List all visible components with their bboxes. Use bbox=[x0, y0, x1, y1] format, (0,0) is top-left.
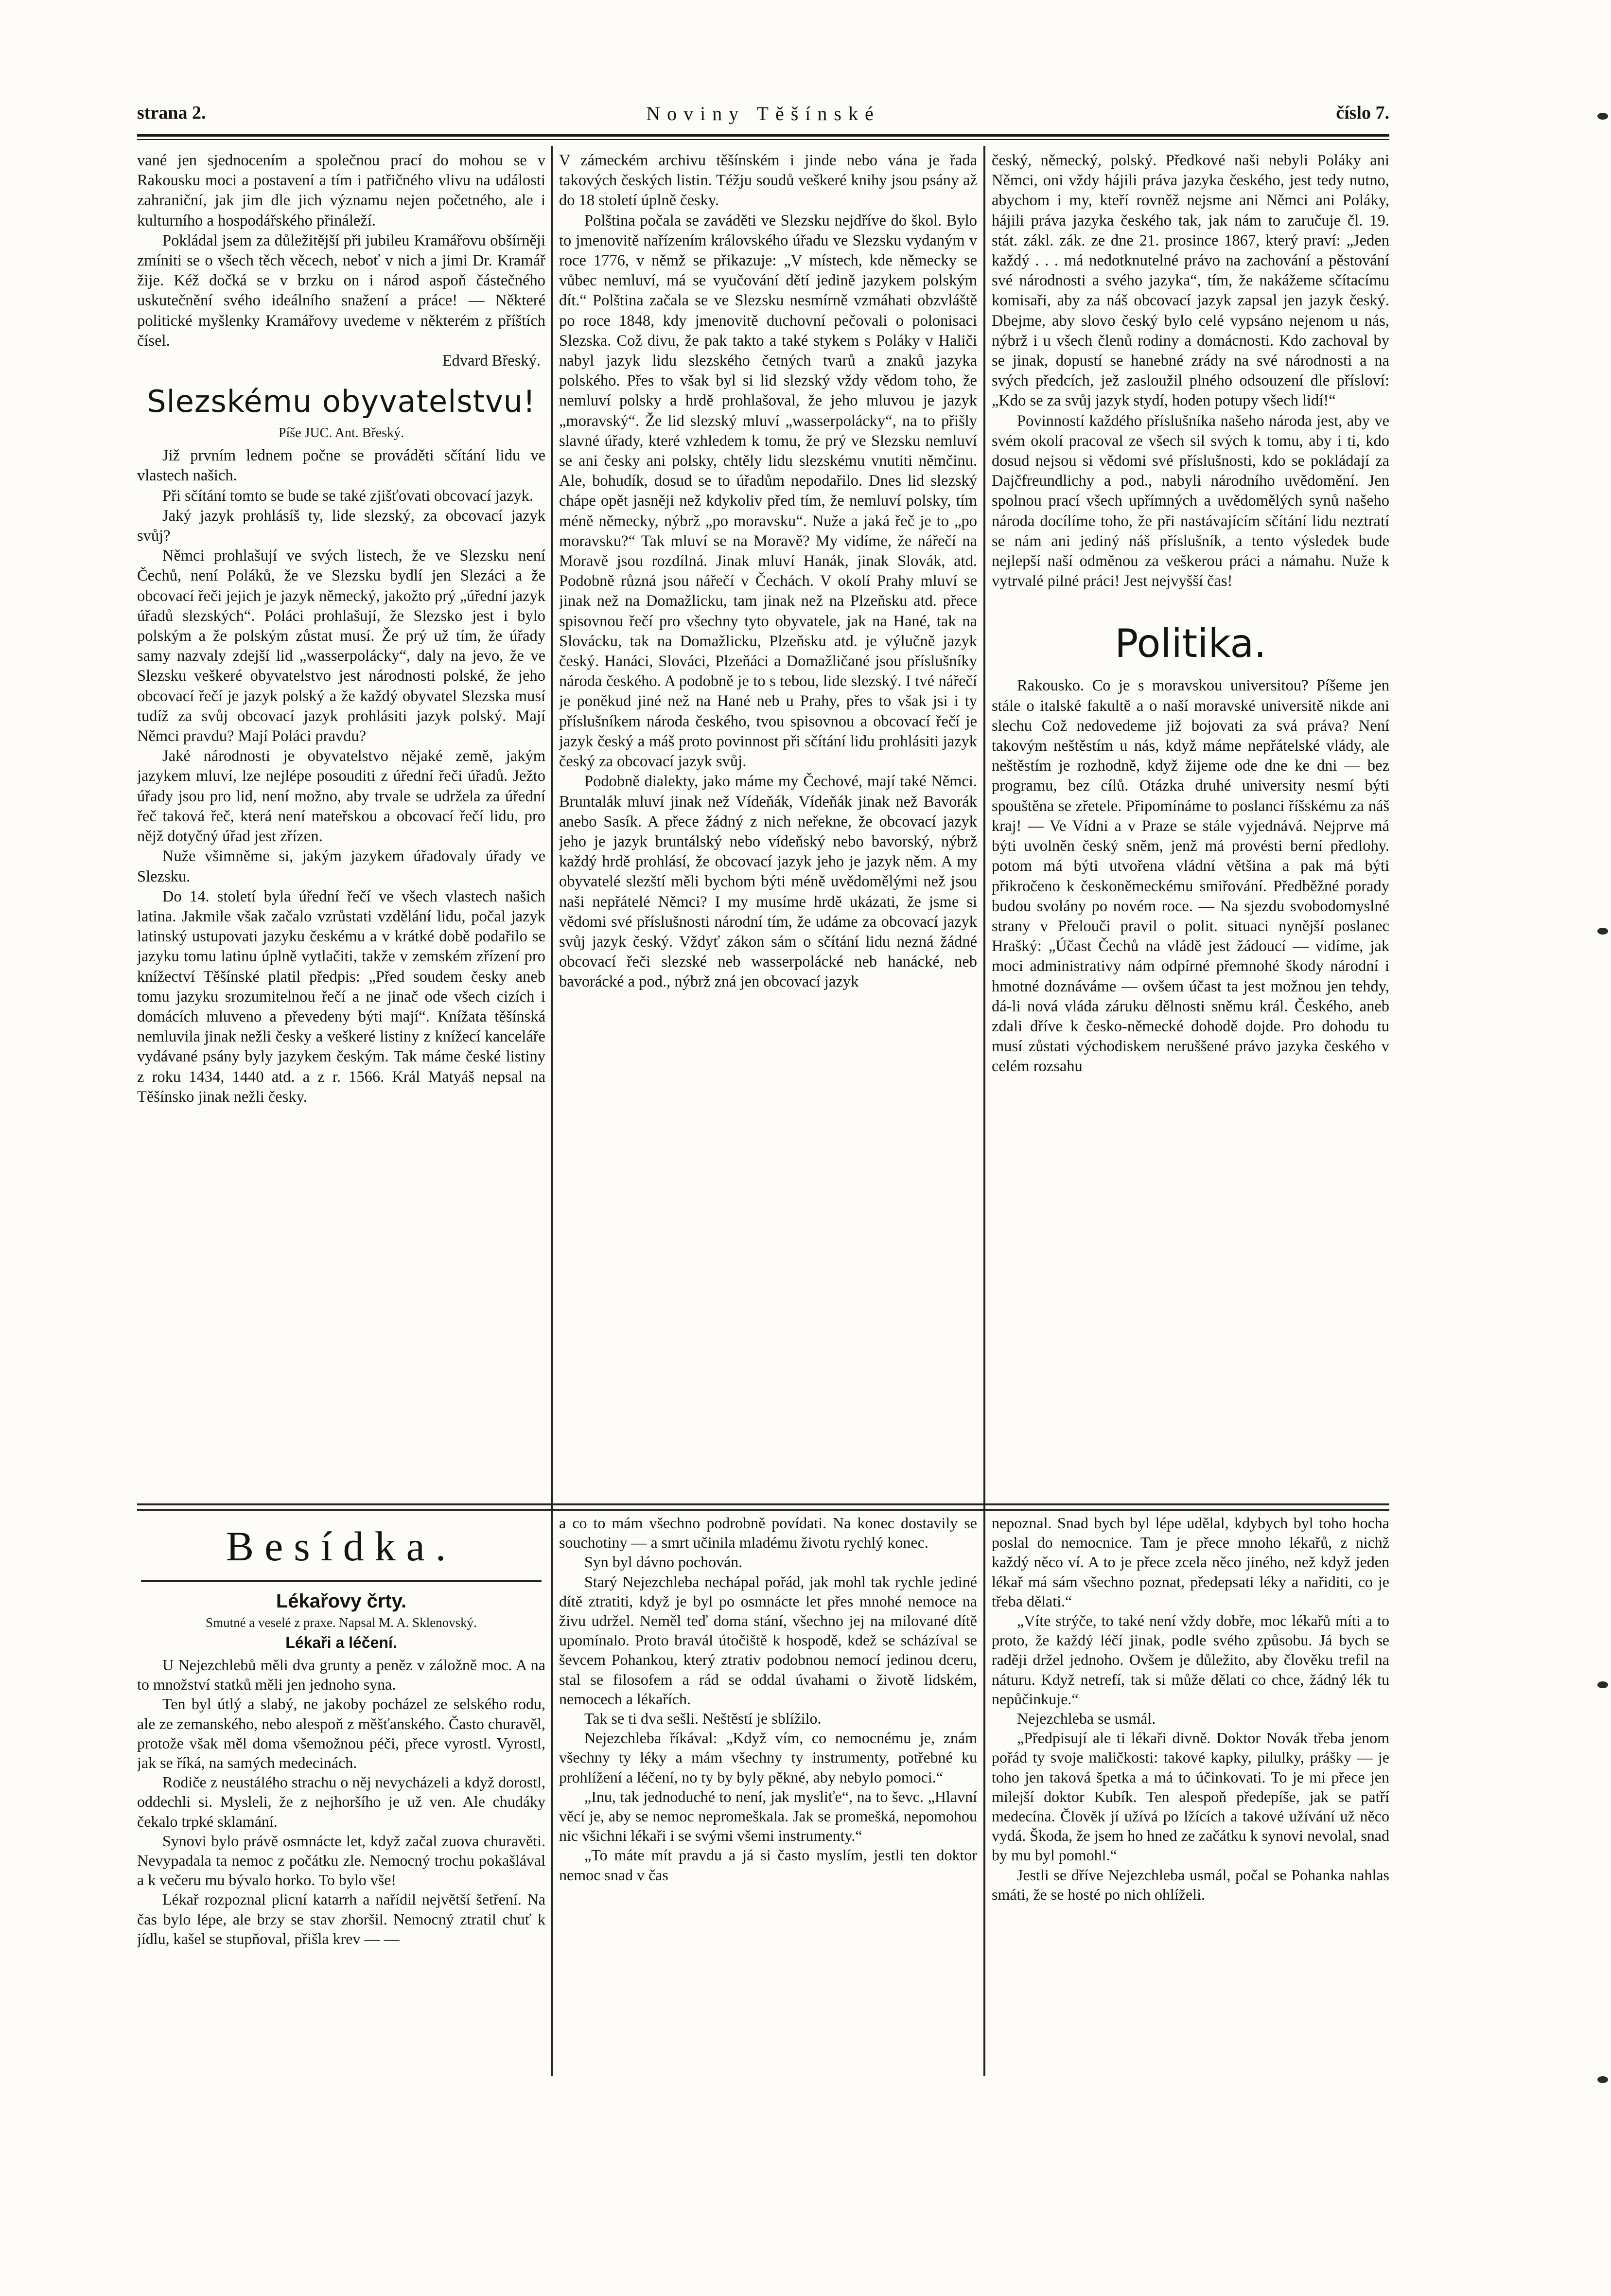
section-rule-thin bbox=[137, 1509, 1389, 1511]
story-paragraph: Jestli se dříve Nejezchleba usmál, počal se Pohanka nahlas smáti, že se hosté po nich ohlíželi. bbox=[992, 1866, 1389, 1903]
story-paragraph: „Víte strýče, to také není vždy dobře, moc lékařů míti a to proto, že každý léčí jinak, podle svého způsobu. Já bych se raději držel jednoho. Ovšem je důležito, aby člověku trefil na náturu. Když netrefí, tak si může dělati co chce, žádný lék tu nepůčinkuje.“ bbox=[992, 1612, 1389, 1708]
article-paragraph: V zámeckém archivu těšínském i jinde nebo vána je řada takových českých listin. Téžju soudů veškeré knihy jsou psány až do 18 století úplně česky. bbox=[559, 152, 977, 210]
edge-mark bbox=[1597, 928, 1608, 935]
issue-number: číslo 7. bbox=[1336, 103, 1389, 123]
story-paragraph: Nejezchleba říkával: „Když vím, co nemocnému je, znám všechny ty léky a mám všechny ty instrumenty, potřebné ku prohlížení a léčení, no ty by byly pěkné, aby nebylo pomoci.“ bbox=[559, 1729, 977, 1786]
column-rule bbox=[983, 1512, 985, 2076]
column-2 bbox=[559, 151, 977, 1500]
article-heading: Slezskému obyvatelstvu! bbox=[147, 384, 536, 420]
story-paragraph: „Inu, tak jednoduché to není, jak mysliťe“, na to ševc. „Hlavní věcí je, aby se nemoc nepromeškala. Jak se promešká, nepomohou nic všichni lékaři i se svými všemi instrumenty.“ bbox=[559, 1787, 977, 1845]
story-paragraph: Lékař rozpoznal plicní katarrh a nařídil největší šetření. Na čas bylo lépe, ale brzy se stav zhoršil. Nemocný ztratil chuť k jídlu, kašel se stupňoval, přišla krev — — bbox=[137, 1890, 545, 1947]
article-paragraph: Do 14. století byla úřední řečí ve všech vlastech našich latina. Jakmile však začalo vzrůstati vzdělání lidu, počal jazyk latinský ustupovati jazyku českému a v krátké době podařilo se jazyku tomu latinu úplně vytlačiti, takže v zemském zřízení pro knížectví Těšínské platil předpis: „Před soudem česky aneb tomu jazyku srozumitelnou řečí a ne jinač ode všech cizích i domácích mluveno a převedeny býti mají“. Knížata těšínská nemluvila jinak nežli česky a veškeré listiny z knížecí kanceláře vydávané psány byly jazykem českým. Tak máme české listiny z roku 1434, 1440 atd. a z r. 1566. Král Matyáš nepsal na Těšínsko jinak nežli česky. bbox=[137, 887, 545, 1106]
section-rule bbox=[553, 1503, 1389, 1505]
edge-mark bbox=[1597, 1681, 1608, 1688]
article-paragraph: Polština počala se zaváděti ve Slezsku nejdříve do škol. Bylo to jmenovitě nařízením královského úřadu ve Slezsku vydaným v roce 1776, v němž se přikazuje: „V místech, kde německy se vůbec nemluví, má se vyučování dětí jedině jazykem polským dít.“ Polština začala se ve Slezsku nesmírně vzmáhati obzvláště po roce 1848, kdy jmenovitě duchovní pečovali o polonisaci Slezska. Což divu, že pak takto a také stykem s Poláky v Haliči nabyl jazyk lidu slezského četných tvarů a znaků jazyka polského. Přes to však byl si lid slezský vždy vědom toho, že nemluví polsky a hrdě prohlašoval, že jeho mluvou je jazyk „moravský“. Že lid slezský mluví „wasserpolácky“, na to přišly slavné úřady, které vzhledem k tomu, že prý ve Slezsku nemluví se ani česky ani polsky, chtěly lidu slezskému vnutiti němčinu. Ale, bohudík, dosud se to úřadům nepodařilo. Dnes lid slezský chápe opět jasněji než kdykoliv před tím, že nemluví polsky, tím méně německy, nýbrž „po moravsku“. Nuže a jaká řeč je to „po moravsku?“ Tak mluví se na Moravě? My vidíme, že nářečí na Moravě jsou rozdílná. Jinak mluví Hanák, jinak Slovák, atd. Podobně různá jsou nářečí v Čechách. V okolí Prahy mluví se jinak než na Domažlicku, tam jinak než na Plzeňsku atd. přece spisovnou řečí pro všechny tyto obyvatele, jak na Hané, tak na Slovácku, tak na Domažlicku, Plzeňsku atd. je výlučně jazyk český. Hanáci, Slováci, Plzeňáci a Domažličané jsou příslušníky národa českého. A podobně je to s tebou, lide slezský. I tvé nářečí je poněkud jiné než na Hané neb u Prahy, přes to však jsi i ty příslušníkem národa českého, tvou spisovnou a obcovací řečí je jazyk český a máš proto povinnost při sčítání lidu prohlásiti jazyk český za obcovací jazyk svůj. bbox=[559, 212, 977, 771]
article-paragraph: Při sčítání tomto se bude se také zjišťovati obcovací jazyk. bbox=[162, 487, 533, 505]
story-paragraph: U Nejezchlebů měli dva grunty a peněz v záložně moc. A na to množství statků měli jen jednoho syna. bbox=[137, 1656, 545, 1694]
article-paragraph: Jaké národnosti je obyvatelstvo nějaké země, jakým jazykem mluví, lze nejlépe posouditi z úřední řeči úřadů. Ježto úřady jsou pro lid, není možno, aby trvale se udržela za úřední řeč taková řeč, která není mateřskou a obcovací řečí lidu, pro nějž dotyčný úřad jest zřízen. bbox=[137, 747, 545, 846]
edge-mark bbox=[1597, 113, 1608, 120]
besidka-column-3 bbox=[992, 1513, 1389, 2077]
story-title: Lékařovy črty. bbox=[276, 1590, 407, 1612]
section-heading-politika: Politika. bbox=[1115, 621, 1266, 667]
story-paragraph: Synovi bylo právě osmnácte let, když začal zuova churavěti. Nevypadala ta nemoc z počátku zle. Nemocný trochu pokašlával a k večeru mu bývalo horko. To bylo vše! bbox=[137, 1832, 545, 1889]
header-rule bbox=[137, 134, 1389, 137]
article-paragraph: vané jen sjednocením a společnou prací do mohou se v Rakousku moci a postavení a tím i patřičného vlivu na události zahraniční, jak jim dle jich významu nejen početného, ale i kulturního a hospodářského přináleží. bbox=[137, 152, 545, 230]
besidka-column-1 bbox=[137, 1513, 545, 2077]
story-chapter: Lékaři a léčení. bbox=[285, 1634, 397, 1651]
column-1 bbox=[137, 151, 545, 1500]
article-paragraph: Nuže všimněme si, jakým jazykem úřadovaly úřady ve Slezsku. bbox=[137, 848, 545, 885]
article-paragraph: Němci prohlašují ve svých listech, že ve Slezsku není Čechů, není Poláků, že ve Slezsku bydlí jen Slezáci a že obcovací řeči jejich je jazyk německý, jakožto prý „úřední jazyk úřadů slezských“. Poláci prohlašují, že Slezsko jest i bylo polským a že polským zůstat musí. Že prý už tím, že úřady samy nazvaly zdejší lid „wasserpolácky“, daly na jevo, že ve Slezsku veškeré obyvatelstvo jest národnosti polské, že jeho obcovací řečí je jazyk polský a že každý obyvatel Slezska musí tudíž za svůj obcovací jazyk prohlásiti jazyk polský. Mají Němci pravdu? Mají Poláci pravdu? bbox=[137, 547, 545, 745]
article-paragraph: Pokládal jsem za důležitější při jubileu Kramářovu obšírněji zmíniti se o všech těch věcech, neboť v nich a jimi Dr. Kramář žije. Kéž dočká se v brzku on i národ aspoň částečného uskutečnění svého ideálního snažení a práce! — Některé politické myšlenky Kramářovy uvedeme v některém z příštích čísel. bbox=[137, 231, 545, 350]
column-rule bbox=[551, 1512, 553, 2076]
story-paragraph: Starý Nejezchleba nechápal pořád, jak mohl tak rychle jediné dítě ztratiti, když je byl po osmnácte let přes mnohé nemoce na živu udržel. Neměl teď doma stání, všechno jej na milované dítě upomínalo. Proto bravál útočiště k hospodě, kdež se scházíval se ševcem Pohankou, který ztrativ podobnou nemocí jedinou dceru, stal se filosofem a rád se oddal úvahami o životě lidském, nemocech a lékařích. bbox=[559, 1572, 977, 1708]
article-byline: Píše JUC. Ant. Břeský. bbox=[278, 425, 404, 441]
article-paragraph: Již prvním lednem počne se prováděti sčítání lidu ve vlastech našich. bbox=[137, 447, 545, 485]
story-paragraph: Rodiče z neustálého strachu o něj nevycházeli a když dorostl, oddechli si. Mysleli, že z nejhoršího je už ven. Ale chudáky čekalo trpké sklamání. bbox=[137, 1773, 545, 1830]
article-paragraph: český, německý, polský. Předkové naši nebyli Poláky ani Němci, oni vždy hájili práva jazyka českého, jest tedy nutno, abychom i my, kteří rovněž nejsme ani Němci ani Poláky, hájili práva jazyka českého tak, jak nám to zaručuje čl. 19. stát. zákl. zák. ze dne 21. prosince 1867, který praví: „Jeden každý . . . má nedotknutelné právo na zachování a pěstování své národnosti a svého jazyka“, tím, že nakážeme sčítacímu komisaři, aby za náš obcovací jazyk zapsal jen jazyk český. Dbejme, aby slovo český bylo celé vypsáno nejenom u nás, nýbrž i u všech členů rodiny a domácnosti. Kdo zachoval by se jinak, dopustí se hanebné zrády na své národnosti a na svých předcích, jež zasloužil plného odsouzení dle přísloví: „Kdo se za svůj jazyk stydí, hoden potupy všech lidí!“ bbox=[992, 152, 1389, 410]
besidka-title: Besídka. bbox=[226, 1523, 457, 1570]
column-rule bbox=[983, 146, 985, 1532]
story-paragraph: nepoznal. Snad bych byl lépe udělal, kdybych byl toho hocha poslal do nemocnice. Tam je přece mnoho lékařů, z nichž každý něco ví. A to je přece zcela něco jiného, než když jeden lékař má sám všechno poznat, předepsati léky a nařiditi, co je třeba dělati.“ bbox=[992, 1514, 1389, 1610]
page-number: strana 2. bbox=[137, 103, 206, 123]
article-paragraph: Povinností každého příslušníka našeho národa jest, aby ve svém okolí pracoval ze všech sil svých k tomu, aby i ti, kdo dosud nejsou si vědomi své příslušnosti, kdo se pokládají za Dajčfreundlichy a pod., nabyli národního uvědomění. Jen spolnou prací všech upřímných a uvědomělých synů našeho národa docílíme toho, že při nastávajícím sčítání lidu neztratí se nám ani jediný náš příslušník, a tento výsledek bude nejlepší naší odměnou za veškerou práci a námahu. Nuže k vytrvalé pilné práci! Jest nejvyšší čas! bbox=[992, 412, 1389, 590]
story-paragraph: Syn byl dávno pochován. bbox=[584, 1553, 743, 1571]
story-subtitle: Smutné a veselé z praxe. Napsal M. A. Sklenovský. bbox=[206, 1615, 477, 1630]
column-3 bbox=[992, 151, 1389, 1500]
article-paragraph: Rakousko. Co je s moravskou universitou? Píšeme jen stále o italské fakultě a o naší moravské universitě nikde ani slechu Což nedovedeme již bojovati za svá práva? Není takovým neštěstím u nás, když máme nepřátelské vlády, ale neštěstím je rozhodně, když žijeme ode dne ke dni — bez programu, bez cílů. Otázka druhé university nesmí býti spouštěna se zřetele. Připomínáme to poslanci říšskému za náš kraj! — Ve Vídni a v Praze se stále vyjednává. Nejprve má býti uvolněn český sněm, jenž má provésti berní předlohy. potom má býti utvořena vládní většina a pak má býti přikročeno k českoněmeckému smiřování. Předběžné porady budou svolány po novém roce. — Na sjezdu svobodomyslné strany v Přelouči pravil o polit. situaci nynější poslanec Hrašký: „Účast Čechů na vládě jest žádoucí — vidíme, jak moci administrativy nám odpírné přemnohé škody národní i hmotné doznáváme — ovšem účast ta jest možnou jen tehdy, dá-li nová vláda záruku dělnosti sněmu král. Českého, aneb zdali dříve k česko-německé dohodě dojde. Pro dohodu tu musí zůstati východiskem neruššené právo jazyka českého v celém rozsahu bbox=[992, 677, 1389, 1076]
article-paragraph: Podobně dialekty, jako máme my Čechové, mají také Němci. Bruntalák mluví jinak než Vídeňák, Vídeňák jinak než Bavorák anebo Sasík. A přece žádný z nich neřekne, že obcovací jazyk jeho je jazyk bruntálský nebo vídeňský nebo bavorský, nýbrž každý hrdě prohlásí, že obcovací jazyk jeho je jazyk něm. A my obyvatelé slezští měli bychom býti méně uvědomělými než jsou naši nepřátelé Němci? I my musíme hrdě ukázati, že jsme si vědomi své příslušnosti národní tím, že udáme za obcovací jazyk svůj jazyk český. Vždyť zákon sám o sčítání lidu nezná žádné obcovací řeči slezské neb wasserpolácké neb hanácké, neb bavorácké a pod., nýbrž zná jen obcovací jazyk bbox=[559, 773, 977, 991]
story-paragraph: Ten byl útlý a slabý, ne jakoby pocházel ze selského rodu, ale ze zemanského, nebo alespoň z měšťanského. Často churavěl, protože však měl doma všemožnou péči, přece vyrostl. Vyrostl, jak se říká, na samých medecinách. bbox=[137, 1695, 545, 1772]
article-paragraph: Jaký jazyk prohlásíš ty, lide slezský, za obcovací jazyk svůj? bbox=[137, 507, 545, 545]
running-head bbox=[137, 102, 1389, 128]
edge-mark bbox=[1597, 2076, 1608, 2083]
header-rule-thin bbox=[137, 139, 1389, 140]
story-paragraph: a co to mám všechno podrobně povídati. Na konec dostavily se souchotiny — a smrt učinila mladému životu rychlý konec. bbox=[559, 1514, 977, 1552]
story-paragraph: Tak se ti dva sešli. Neštěstí je sblížilo. bbox=[584, 1710, 822, 1728]
column-rule bbox=[551, 146, 553, 1532]
section-rule bbox=[137, 1503, 551, 1505]
story-paragraph: „Předpisují ale ti lékaři divně. Doktor Novák třeba jenom pořád ty svoje maličkosti: takové kapky, pilulky, prášky — je toho jen taková špetka a má to účinkovati. To je mi přece jen milejší doktor Kubík. Ten alespoň předepíše, jak se patří medecína. Člověk jí užívá po lžících a takové užívání už něco vydá. Škoda, že jsem ho hned ze začátku k synovi nevolal, snad by mu byl pomohl.“ bbox=[992, 1729, 1389, 1864]
besidka-column-2 bbox=[559, 1513, 977, 2077]
newspaper-title: Noviny Těšínské bbox=[646, 103, 880, 124]
article-signature: Edvard Břeský. bbox=[442, 352, 541, 370]
story-paragraph: Nejezchleba se usmál. bbox=[1017, 1710, 1156, 1728]
story-paragraph: „To máte mít pravdu a já si často myslím, jestli ten doktor nemoc snad v čas bbox=[559, 1846, 977, 1884]
